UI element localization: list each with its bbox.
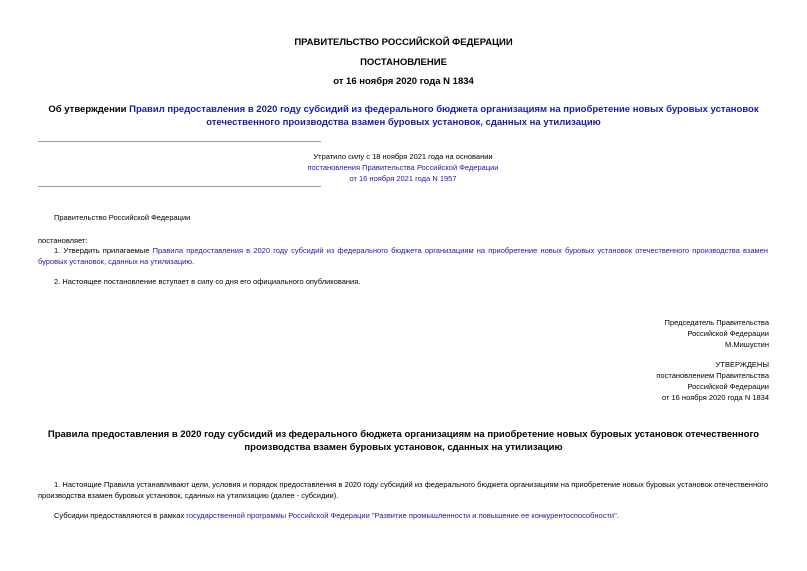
approval-line2: постановлением Правительства	[656, 371, 769, 380]
rules-link-b[interactable]: установок, сданных на утилизацию	[69, 257, 192, 266]
rule-paragraph-1-line1: 1. Настоящие Правила устанавливают цели, условия и порядок предоставления в 2020 году субсидий из федерального бюджета организациям на приобретение новых буровых установок отечественного	[54, 480, 768, 489]
state-program-link[interactable]: государственной программы Российской Федерации "Развитие промышленности и повышение ее конкурентоспособности"	[186, 511, 617, 520]
title-rules-link-line2[interactable]: отечественного производства взамен буровых установок, сданных на утилизацию	[206, 117, 601, 128]
paragraph-1	[38, 245, 768, 267]
rule-paragraph-2-end: .	[616, 511, 619, 520]
rules-title-line1: Правила предоставления в 2020 году субсидий из федерального бюджета организациям на приобретение новых буровых установок отечественного	[47, 429, 760, 440]
rules-link-a[interactable]: Правила предоставления в 2020 году субсидий из федерального бюджета организациям на приобретение новых буровых установок отечественного производства взамен буровых	[38, 246, 768, 266]
approval-line1: УТВЕРЖДЕНЫ	[715, 360, 769, 369]
rule-paragraph-2	[54, 510, 768, 521]
signature-line1: Председатель Правительства	[664, 318, 769, 327]
decree-word: постановляет:	[38, 236, 88, 245]
rules-title	[0, 428, 807, 454]
government-heading: ПРАВИТЕЛЬСТВО РОССИЙСКОЙ ФЕДЕРАЦИИ	[294, 37, 513, 48]
signature-block	[469, 317, 769, 350]
document-title-line1	[0, 103, 807, 116]
status-note-line1: Утратило силу с 18 ноября 2021 года на основании	[313, 152, 493, 161]
intro-text: Правительство Российской Федерации	[54, 213, 191, 222]
approval-line3: Российской Федерации	[687, 382, 769, 391]
rule-paragraph-2-start: Субсидии предоставляются в рамках	[54, 511, 187, 520]
divider-top	[38, 141, 321, 142]
paragraph-2: 2. Настоящее постановление вступает в силу со дня его официального опубликования.	[54, 277, 361, 286]
signature-line2: Российской Федерации	[687, 329, 769, 338]
rule-paragraph-1-line2: производства взамен буровых установок, сданных на утилизацию (далее - субсидии).	[38, 491, 339, 500]
repeal-decree-date-link[interactable]: от 16 ноября 2021 года N 1957	[349, 174, 457, 183]
title-prefix: Об утверждении	[48, 104, 130, 115]
approval-line4: от 16 ноября 2020 года N 1834	[661, 393, 769, 402]
repeal-decree-link[interactable]: постановления Правительства Российской Федерации	[307, 163, 499, 172]
document-type: ПОСТАНОВЛЕНИЕ	[360, 57, 447, 68]
document-date-number: от 16 ноября 2020 года N 1834	[333, 76, 474, 87]
approval-block	[469, 359, 769, 403]
signature-name: М.Мишустин	[725, 340, 769, 349]
rules-title-line2: производства взамен буровых установок, сданных на утилизацию	[244, 442, 563, 453]
status-note	[240, 151, 566, 184]
paragraph-1-end: .	[192, 257, 195, 266]
title-rules-link[interactable]: Правил предоставления в 2020 году субсидий из федерального бюджета организациям на приобретение новых буровых установок	[129, 104, 759, 115]
paragraph-1-start: 1. Утвердить прилагаемые	[54, 246, 153, 255]
divider-bottom	[38, 186, 321, 187]
rule-paragraph-1	[38, 479, 768, 501]
document-title	[0, 103, 807, 129]
